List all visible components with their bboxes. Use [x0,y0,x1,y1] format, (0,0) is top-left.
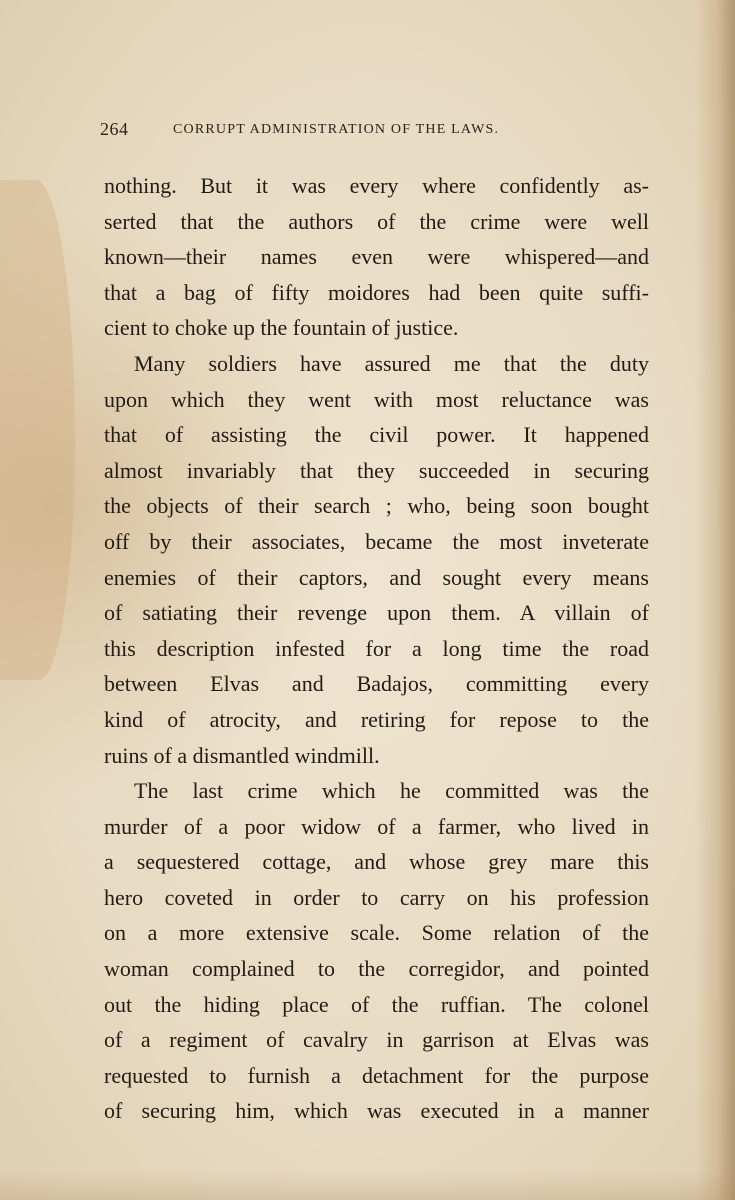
text-line: off by their associates, became the most inveterate [104,528,649,554]
text-line: requested to furnish a detachment for the purpose [104,1062,649,1088]
text-line: upon which they went with most reluctance was [104,386,649,412]
text-line: woman complained to the corregidor, and pointed [104,956,649,982]
body-text [104,168,649,1129]
text-line: The last crime which he committed was the [134,778,649,804]
text-line: that of assisting the civil power. It happened [104,422,649,448]
text-line: out the hiding place of the ruffian. The colonel [104,991,649,1017]
text-line: the objects of their search ; who, being soon bought [104,493,649,519]
text-line: cient to choke up the fountain of justice. [104,315,459,341]
running-head: CORRUPT ADMINISTRATION OF THE LAWS. [173,122,500,137]
text-line: on a more extensive scale. Some relation of the [104,920,649,946]
text-line: of securing him, which was executed in a manner [104,1098,649,1124]
page-bottom-shadow [0,1170,735,1200]
text-line: murder of a poor widow of a farmer, who lived in [104,813,649,839]
text-line: hero coveted in order to carry on his profession [104,884,649,910]
text-line: nothing. But it was every where confidently as- [104,173,649,198]
text-line: serted that the authors of the crime were well [104,208,649,234]
text-line: between Elvas and Badajos, committing every [104,671,649,697]
text-line: this description infested for a long time the road [104,635,649,661]
text-line: a sequestered cottage, and whose grey mare this [104,849,649,875]
text-line: kind of atrocity, and retiring for repose to the [104,706,649,732]
text-line: Many soldiers have assured me that the duty [134,350,649,376]
page-header [100,119,560,143]
text-line: that a bag of fifty moidores had been quite suffi- [104,279,649,305]
page-number: 264 [100,119,129,139]
text-line: of a regiment of cavalry in garrison at Elvas was [104,1027,649,1053]
page-edge-shadow [695,0,735,1200]
text-line: enemies of their captors, and sought every means [104,564,649,590]
text-line: known—their names even were whispered—and [104,244,649,270]
paper-stain [0,180,75,680]
text-line: of satiating their revenge upon them. A villain of [104,600,649,626]
text-line: ruins of a dismantled windmill. [104,742,380,768]
text-line: almost invariably that they succeeded in securing [104,457,649,483]
